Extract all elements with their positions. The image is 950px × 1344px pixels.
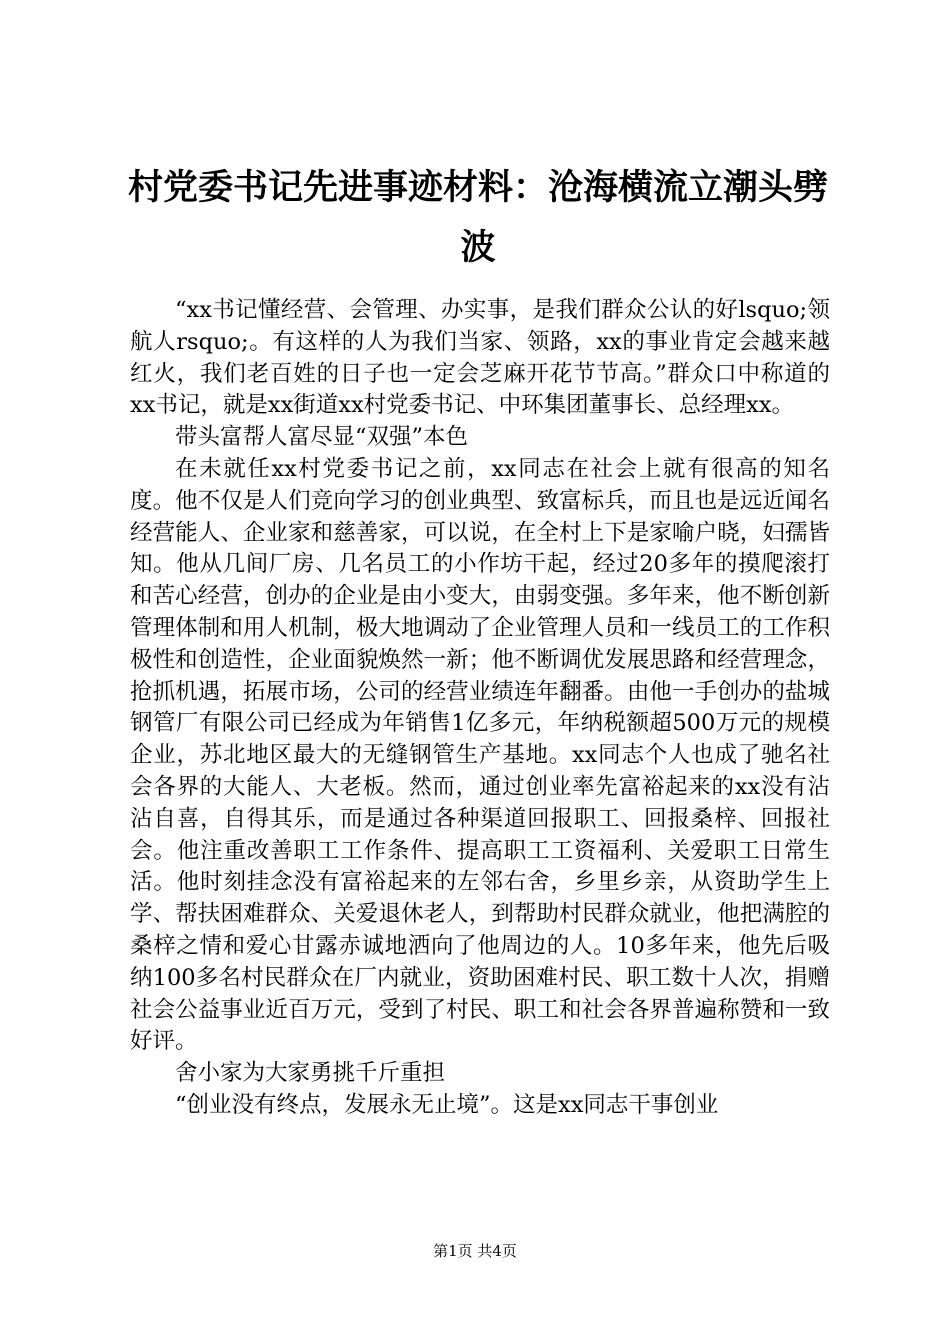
paragraph-section-2: “创业没有终点，发展永无止境”。这是xx同志干事创业 xyxy=(175,1091,719,1118)
paragraph-quote-intro: “xx书记懂经营、会管理、办实事，是我们群众公认的好lsquo;领航人rsquo;。有这样的人为我们当家、领路，xx的事业肯定会越来越红火，我们老百姓的日子也一定会芝麻开花节节高。”群众口中称道的xx书记，就是xx街道xx村党委书记、中环集团董事长、总经理xx。 xyxy=(130,297,830,419)
paragraph-section-1: 在未就任xx村党委书记之前，xx同志在社会上就有很高的知名度。他不仅是人们竞向学习的创业典型、致富标兵，而且也是远近闻名经营能人、企业家和慈善家，可以说，在全村上下是家喻户晓，妇孺皆知。他从几间厂房、几名员工的小作坊干起，经过20多年的摸爬滚打和苦心经营，创办的企业是由小变大，由弱变强。多年来，他不断创新管理体制和用人机制，极大地调动了企业管理人员和一线员工的工作积极性和创造性，企业面貌焕然一新；他不断调优发展思路和经营理念，抢抓机遇，拓展市场，公司的经营业绩连年翻番。由他一手创办的盐城钢管厂有限公司已经成为年销售1亿多元，年纳税额超500万元的规模企业，苏北地区最大的无缝钢管生产基地。xx同志个人也成了驰名社会各界的大能人、大老板。然而，通过创业率先富裕起来的xx没有沾沾自喜，自得其乐，而是通过各种渠道回报职工、回报桑梓、回报社会。他注重改善职工工作条件、提高职工工资福利、关爱职工日常生活。他时刻挂念没有富裕起来的左邻右舍，乡里乡亲，从资助学生上学、帮扶困难群众、关爱退休老人，到帮助村民群众就业，他把满腔的桑梓之情和爱心甘露赤诚地洒向了他周边的人。10多年来，他先后吸纳100多名村民群众在厂内就业，资助困难村民、职工数十人次，捐赠社会公益事业近百万元，受到了村民、职工和社会各界普遍称赞和一致好评。 xyxy=(130,455,830,1055)
page-number-footer: 第1页 共4页 xyxy=(433,1242,517,1260)
section-heading-1: 带头富帮人富尽显“双强”本色 xyxy=(175,424,469,451)
document-title: 村党委书记先进事迹材料：沧海横流立潮头劈波 xyxy=(127,167,828,268)
section-heading-2: 舍小家为大家勇挑千斤重担 xyxy=(175,1060,446,1087)
document-body xyxy=(130,295,830,1122)
